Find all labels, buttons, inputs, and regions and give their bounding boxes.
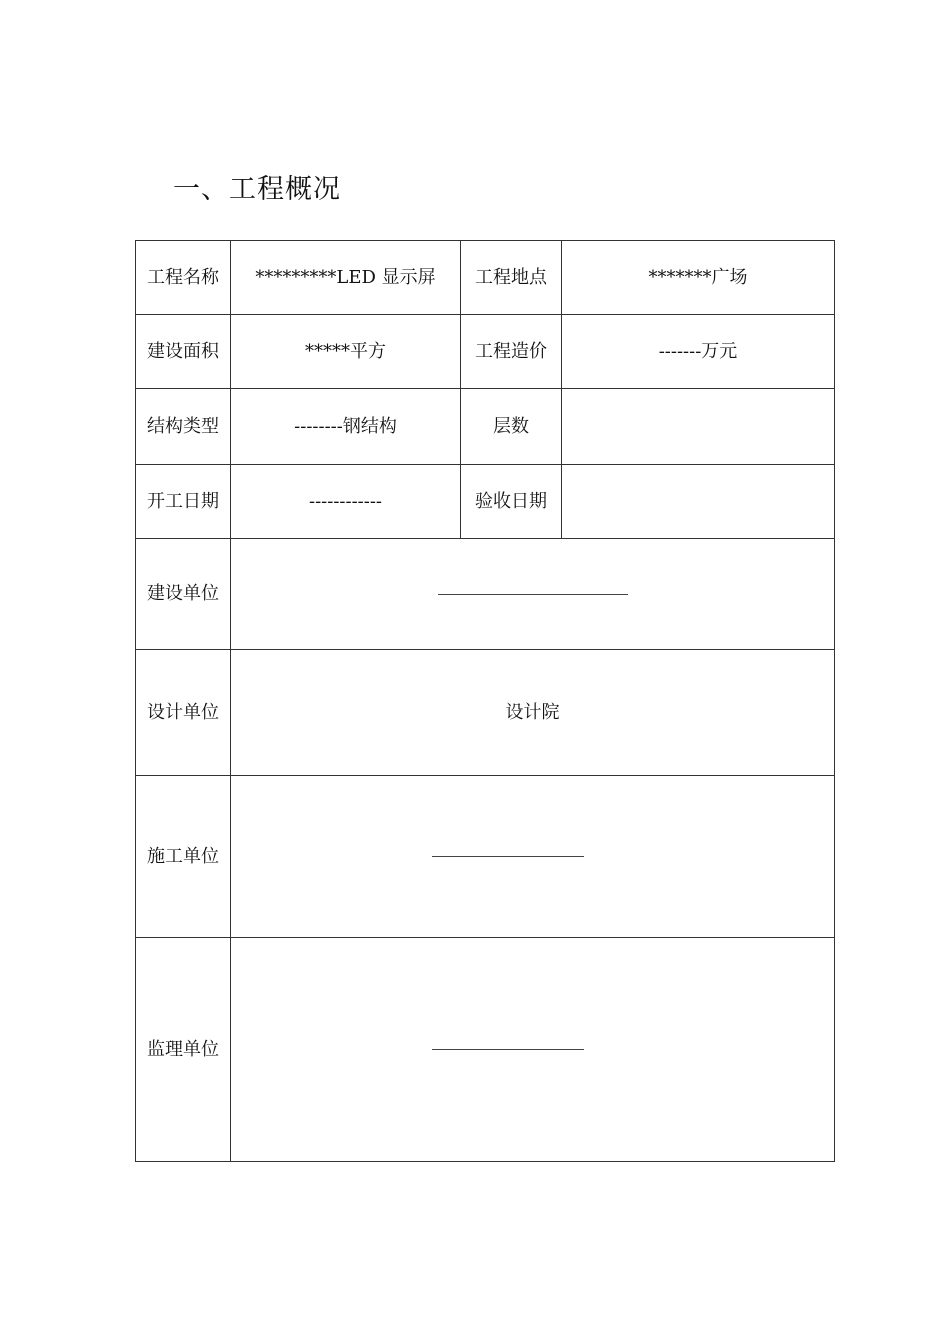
structure-type-value: --------钢结构 bbox=[231, 389, 461, 465]
supervision-unit-label: 监理单位 bbox=[136, 938, 231, 1162]
floor-count-label: 层数 bbox=[461, 389, 562, 465]
building-area-label: 建设面积 bbox=[136, 315, 231, 389]
design-unit-label: 设计单位 bbox=[136, 650, 231, 776]
section-title: 一、工程概况 bbox=[173, 174, 341, 205]
table-row-builder-unit bbox=[136, 776, 835, 938]
construction-unit-label: 建设单位 bbox=[136, 539, 231, 650]
blank-line bbox=[432, 856, 584, 857]
builder-unit-label: 施工单位 bbox=[136, 776, 231, 938]
project-cost-label: 工程造价 bbox=[461, 315, 562, 389]
project-location-value: *******广场 bbox=[562, 241, 835, 315]
project-overview-table bbox=[135, 240, 835, 1162]
construction-unit-value bbox=[231, 539, 835, 650]
building-area-value: *****平方 bbox=[231, 315, 461, 389]
structure-type-label: 结构类型 bbox=[136, 389, 231, 465]
project-cost-value: -------万元 bbox=[562, 315, 835, 389]
project-location-label: 工程地点 bbox=[461, 241, 562, 315]
start-date-value: ------------ bbox=[231, 465, 461, 539]
floor-count-value bbox=[562, 389, 835, 465]
builder-unit-value bbox=[231, 776, 835, 938]
acceptance-date-value bbox=[562, 465, 835, 539]
start-date-label: 开工日期 bbox=[136, 465, 231, 539]
blank-line bbox=[438, 594, 628, 595]
design-unit-value: 设计院 bbox=[231, 650, 835, 776]
table-row-structure-floors bbox=[136, 389, 835, 465]
project-name-value: *********LED 显示屏 bbox=[231, 241, 461, 315]
table-row-design-unit bbox=[136, 650, 835, 776]
project-name-label: 工程名称 bbox=[136, 241, 231, 315]
table-row-area-cost bbox=[136, 315, 835, 389]
table-row-name-location bbox=[136, 241, 835, 315]
table-row-dates bbox=[136, 465, 835, 539]
blank-line bbox=[432, 1049, 584, 1050]
table-row-construction-unit bbox=[136, 539, 835, 650]
table-row-supervision-unit bbox=[136, 938, 835, 1162]
supervision-unit-value bbox=[231, 938, 835, 1162]
acceptance-date-label: 验收日期 bbox=[461, 465, 562, 539]
